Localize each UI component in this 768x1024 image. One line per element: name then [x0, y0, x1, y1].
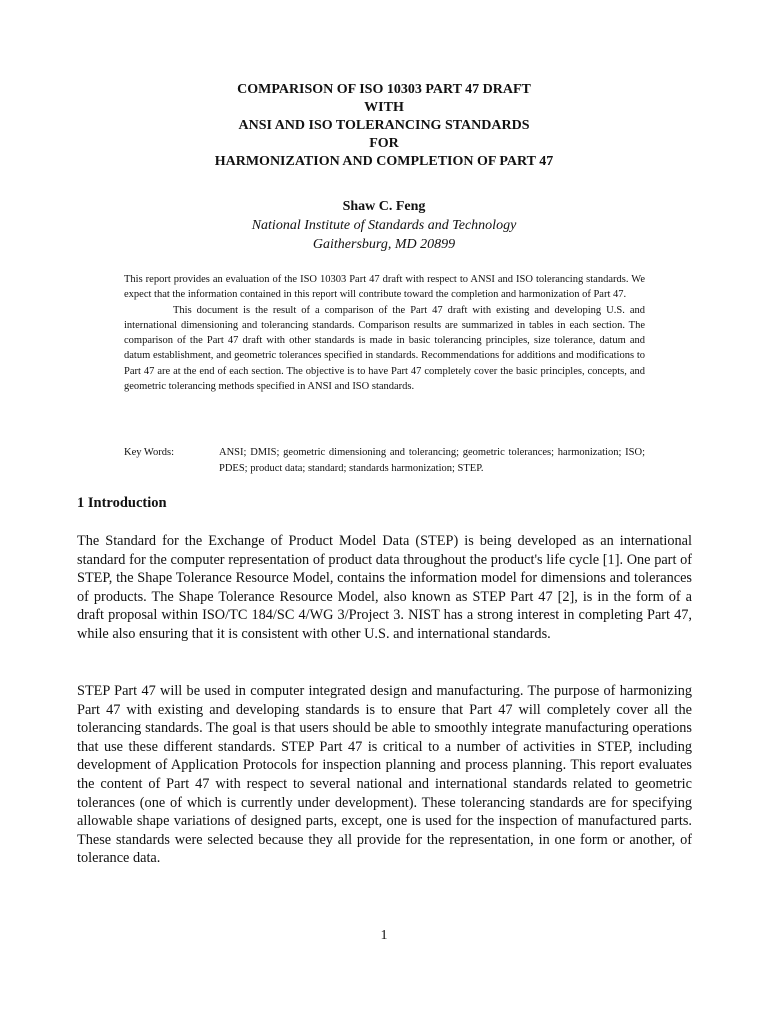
keywords-label: Key Words: [124, 447, 174, 458]
document-title [60, 81, 708, 171]
page-number: 1 [380, 928, 388, 943]
title-line: FOR [369, 136, 399, 151]
title-line: ANSI AND ISO TOLERANCING STANDARDS [238, 118, 530, 133]
title-line: COMPARISON OF ISO 10303 PART 47 DRAFT [237, 82, 531, 97]
abstract-paragraph: This report provides an evaluation of the ISO 10303 Part 47 draft with respect to ANSI and ISO tolerancing standards. We expect that the information contained in this report will contribute toward the completion and harmonization of Part 47. [124, 274, 645, 301]
paragraph-text: STEP Part 47 will be used in computer integrated design and manufacturing. The purpose of harmonizing Part 47 with existing and developing standards is to ensure that Part 47 will completely cover all the tolerancing standards. The goal is that users should be able to smoothly integrate manufacturing operations that use these different standards. STEP Part 47 is critical to a number of activities in STEP, including development of Application Protocols for inspection planning and process planning. This report evaluates the content of Part 47 with respect to several national and international standards related to geometric tolerances (one of which is currently under development). These tolerancing standards are for specifying allowable shape variations of designed parts, except, one is used for the inspection of manufactured parts. These standards were selected because they all provide for the representation, in one form or another, of tolerance data. [77, 683, 692, 867]
keywords-text: ANSI; DMIS; geometric dimensioning and tolerancing; geometric tolerances; harmonization; ISO; PDES; product data; standard; standards harmonization; STEP. [219, 447, 645, 474]
keywords [124, 445, 645, 476]
abstract [124, 272, 645, 394]
abstract-paragraph: This document is the result of a comparison of the Part 47 draft with existing and developing U.S. and international dimensioning and tolerancing standards. Comparison results are summarized in tables in each section. The comparison of the Part 47 draft with other standards is made in basic tolerancing principles, size tolerance, datum and datum establishment, and geometric tolerances specified in standards. Recommendations for additions and modifications to Part 47 are at the end of each section. The objective is to have Part 47 completely cover the basic principles, concepts, and geometric tolerancing methods specified in ANSI and ISO standards. [124, 304, 645, 393]
paragraph-text: The Standard for the Exchange of Product Model Data (STEP) is being developed as an international standard for the computer representation of product data throughout the product's life cycle [1]. One part of STEP, the Shape Tolerance Resource Model, contains the information model for dimensions and tolerances of products. The Shape Tolerance Resource Model, also known as STEP Part 47 [2], is in the form of a draft proposal within ISO/TC 184/SC 4/WG 3/Project 3. NIST has a strong interest in completing Part 47, while also ensuring that it is consistent with other U.S. and international standards. [77, 533, 692, 642]
body-paragraph [77, 532, 692, 644]
section-heading: 1 Introduction [77, 495, 167, 511]
author-name: Shaw C. Feng [342, 199, 426, 214]
title-line: HARMONIZATION AND COMPLETION OF PART 47 [214, 154, 554, 169]
author-affiliation: National Institute of Standards and Technology [251, 218, 517, 233]
author-address: Gaithersburg, MD 20899 [312, 237, 456, 252]
title-line: WITH [364, 100, 404, 115]
author-affiliation-block [60, 216, 708, 254]
body-paragraph [77, 682, 692, 868]
